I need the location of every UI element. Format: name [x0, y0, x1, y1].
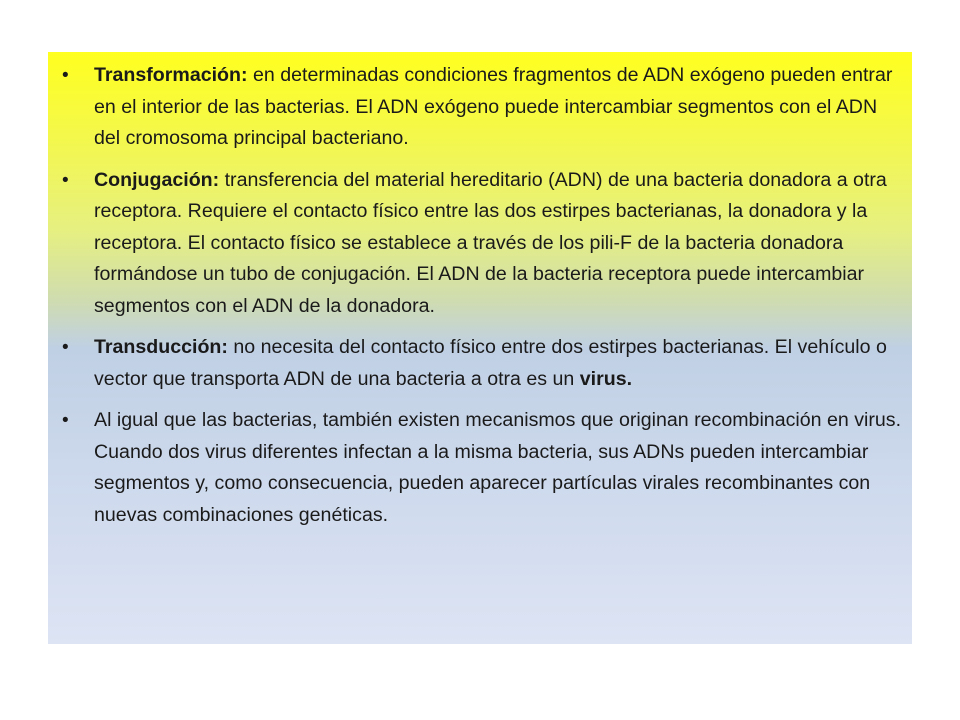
bullet-dot-icon: •: [62, 169, 69, 191]
bullet-dot-icon: •: [62, 410, 69, 431]
bullet-item-transduccion: [58, 332, 904, 395]
text-transduccion: no necesita del contacto físico entre dos estirpes bacterianas. El vehículo o vector que transporta ADN de una bacteria a otra es un: [94, 336, 887, 390]
bullet-item-recombinacion-virus: [58, 405, 904, 531]
term-transduccion: Transducción:: [94, 336, 228, 358]
term-transformacion: Transformación:: [94, 64, 248, 86]
text-transformacion: en determinadas condiciones fragmentos de ADN exógeno pueden entrar en el interior de las bacterias. El ADN exógeno puede intercambiar segmentos con el ADN del cromosoma principal bacteriano.: [94, 64, 893, 149]
text-conjugacion: transferencia del material hereditario (ADN) de una bacteria donadora a otra receptora. Requiere el contacto físico entre las dos estirpes bacterianas, la donadora y la receptora. El contacto físico se establece a través de los pili-F de la bacteria donadora formándose un tubo de conjugación. El ADN de la bacteria receptora puede intercambiar segmentos con el ADN de la donadora.: [94, 168, 887, 317]
bullet-item-transformacion: [58, 60, 904, 155]
term-conjugacion: Conjugación:: [94, 168, 220, 191]
bullet-dot-icon: •: [62, 337, 69, 358]
emphasis-virus: virus.: [579, 367, 633, 390]
text-recombinacion-virus: Al igual que las bacterias, también existen mecanismos que originan recombinación en virus. Cuando dos virus diferentes infectan a la misma bacteria, sus ADNs pueden intercambiar segmentos y, como consecuencia, pueden aparecer partículas virales recombinantes con nuevas combinaciones genéticas.: [94, 409, 902, 526]
bullet-list: [58, 60, 904, 541]
bullet-dot-icon: •: [62, 65, 69, 86]
bullet-item-conjugacion: [58, 165, 904, 323]
slide-content-panel: [48, 52, 912, 644]
